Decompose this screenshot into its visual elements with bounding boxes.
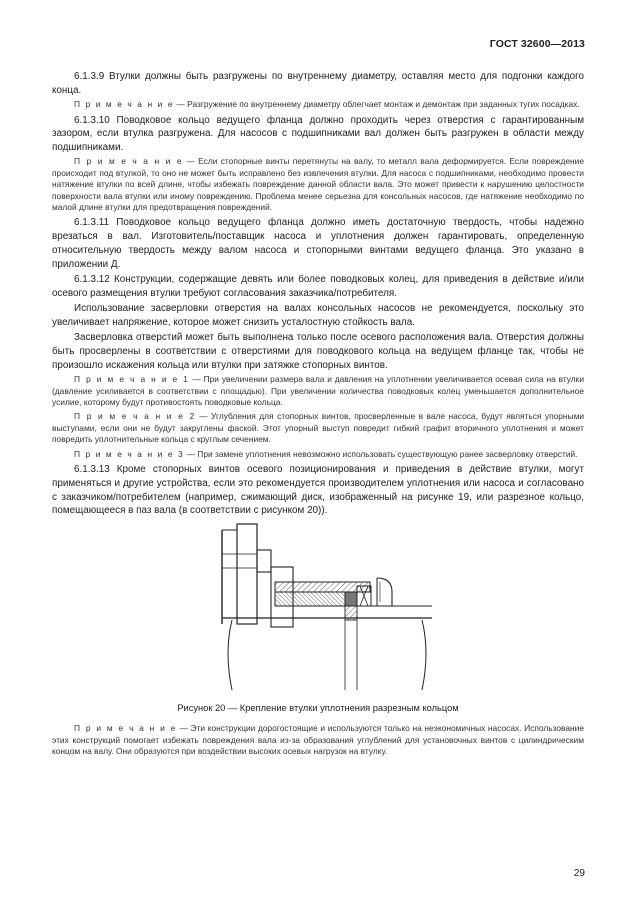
note-label: П р и м е ч а н и е 3	[74, 448, 185, 459]
split-ring	[345, 592, 357, 606]
note-2	[52, 411, 584, 445]
note-1	[52, 374, 584, 408]
seal-ring-hatched	[275, 592, 345, 606]
note-figure-20	[52, 723, 584, 757]
paragraph-drilling-procedure: Засверловка отверстий может быть выполнена только после осевого расположения вала. Отверстия должны быть просверлены в соответствии с отверстиями для поводкового кольца на ведущем фланце так, чтобы не произошло искажения кольца или втулки при затяжке стопорных винтов.	[52, 332, 584, 371]
note-text: — Разгружение по внутреннему диаметру облегчает монтаж и демонтаж при заданных тугих посадках.	[174, 99, 580, 110]
sleeve-hatched	[275, 582, 370, 592]
paragraph-6-1-3-9: 6.1.3.9 Втулки должны быть разгружены по внутреннему диаметру, оставляя место для подгонки каждого конца.	[52, 71, 584, 96]
note-3	[52, 449, 584, 460]
paragraph-6-1-3-10: 6.1.3.10 Поводковое кольцо ведущего фланца должно проходить через отверстия с гарантированным зазором, если втулка разгружена. Для насосов с подшипниками вал должен быть разгружен в области между подшипниками.	[52, 114, 584, 154]
figure-20-drawing	[52, 522, 584, 700]
note-label: П р и м е ч а н и е	[74, 99, 175, 110]
seal-sleeve-drawing	[202, 522, 442, 694]
note-6-1-3-10	[52, 156, 584, 213]
paragraph-6-1-3-11: 6.1.3.11 Поводковое кольцо ведущего фланца должно иметь достаточную твердость, чтобы надежно врезаться в вал. Изготовитель/поставщик насоса и уплотнения должен гарантировать, определенную относительную твердость между валом насоса и стопорными винтами ведущего фланца. Это указано в приложении Д.	[52, 217, 584, 270]
note-text: — При увеличении размера вала и давления на уплотнении увеличивается осевая сила на втулки (давление усиливается в соответствии с площадью). При увеличении количества поводковых колец уменьшается дополнительное усилие, которому будут противостоять поводковые кольца.	[52, 374, 585, 407]
paragraph-6-1-3-12: 6.1.3.12 Конструкции, содержащие девять или более поводковых колец, для приведения в действие и/или осевого размещения втулки требуют согласования заказчика/потребителя.	[52, 274, 584, 299]
page-content	[52, 70, 584, 760]
note-6-1-3-9	[52, 99, 584, 110]
note-label: П р и м е ч а н и е	[74, 156, 184, 167]
note-text: — При замене уплотнения невозможно использовать существующую ранее засверловку отверстий.	[184, 448, 578, 459]
page-number: 29	[573, 868, 585, 879]
figure-caption: Рисунок 20 — Крепление втулки уплотнения разрезным кольцом	[177, 703, 459, 714]
bolt-head	[257, 550, 271, 572]
paragraph-drilling-usage: Использование засверловки отверстия на валах консольных насосов не рекомендуется, поскольку это увеличивает напряжение, которое может снизить усталостную стойкость вала.	[52, 303, 584, 328]
note-text: — Эти конструкции дорогостоящие и используются только на неэкономичных насосах. Использование этих конструкций помогает избежать повреждения вала из-за образования углублений для установочных винтов с цилиндрическим концом на валу. Они образуются при воздействии высоких осевых нагрузок на втулку.	[52, 723, 584, 757]
note-text: — Если стопорные винты перетянуты на валу, то металл вала деформируется. Если повреждение происходит под втулкой, то оно не может быть исправлено без извлечения втулки. Для насоса с подшипниками, необходимо провести натяжение втулки по всей длине, чтобы избежать повреждение данной области вала. Это может привести к нарушению целостности поверхности вала втулки или иному повреждению. Проблема менее серьезна для консольных насосов, где натяжение необходимо по малой длине втулки для предотвращения повреждений.	[52, 156, 584, 213]
document-header: ГОСТ 32600—2013	[489, 38, 585, 50]
paragraph-6-1-3-13: 6.1.3.13 Кроме стопорных винтов осевого позиционирования и приведения в действие втулки, могут применяться и другие устройства, если это рекомендуется производителем уплотнения или насоса и согласовано с заказчиком/потребителем (например, сжимающий диск, изображенный на рисунке 19, или разрезное кольцо, помещающееся в паз вала (в соответствии с рисунком 20)).	[52, 464, 584, 517]
note-label: П р и м е ч а н и е 2	[74, 411, 196, 422]
note-label: П р и м е ч а н и е 1	[74, 374, 190, 385]
note-label: П р и м е ч а н и е	[74, 723, 177, 734]
note-text: — Углубления для стопорных винтов, просверленные в вале насоса, будут являться упорными выступами, если они не будут закруглены фаской. Этот упорный выступ повредит гибкий графит вторичного уплотнения и может повредить уплотнительные кольца с круглым сечением.	[52, 411, 585, 445]
shaft-groove	[345, 606, 357, 620]
flange-body	[237, 524, 257, 624]
